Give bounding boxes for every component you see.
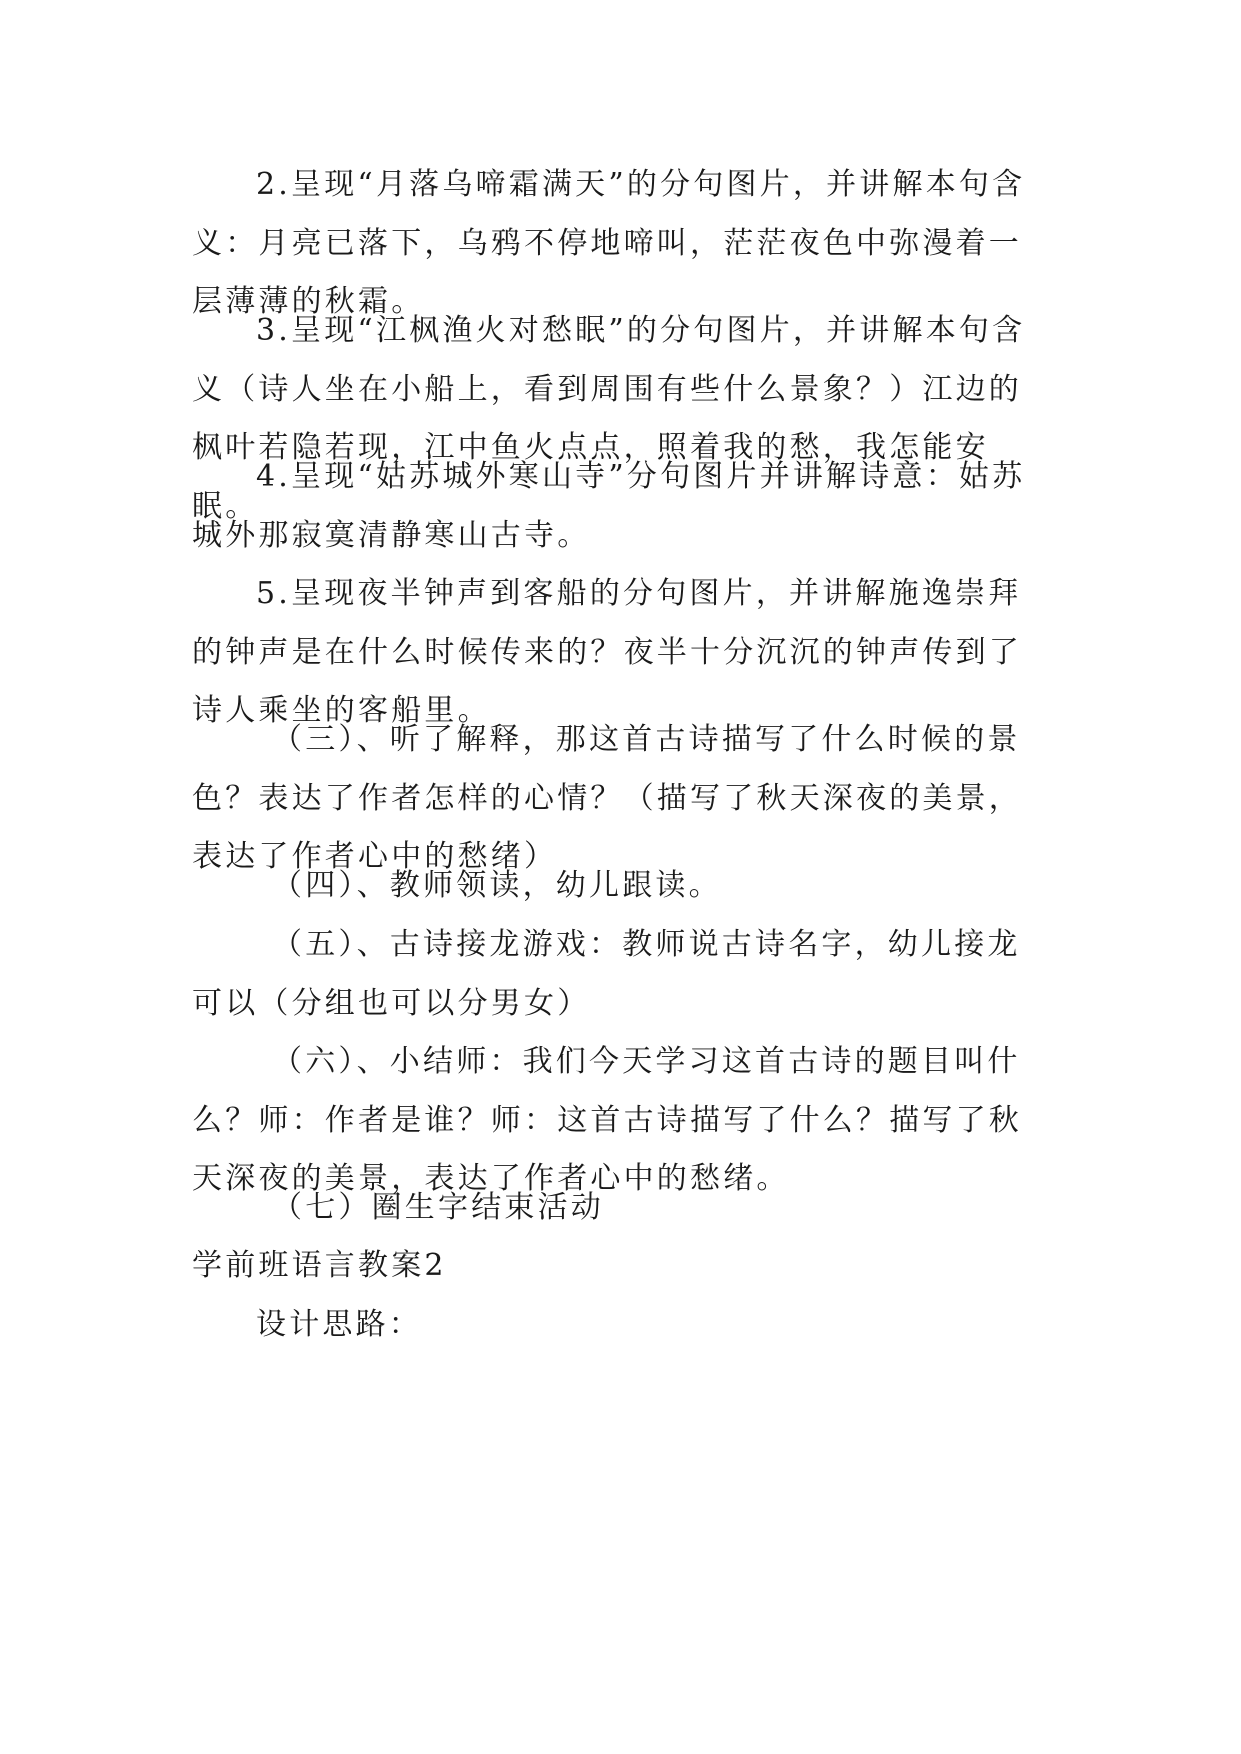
paragraph-step-3: 3.呈现“江枫渔火对愁眠”的分句图片，并讲解本句含义（诗人坐在小船上，看到周围有些什么景象？）江边的枫叶若隐若现，江中鱼火点点，照着我的愁，我怎能安眠。 (192, 313, 1026, 524)
paragraph-section-4: （四）、教师领读，幼儿跟读。 (272, 868, 722, 903)
paragraph-section-7: （七）圈生字结束活动 (272, 1190, 604, 1225)
design-label: 设计思路： (256, 1307, 422, 1342)
paragraph-step-5: 5.呈现夜半钟声到客船的分句图片，并讲解施逸崇拜的钟声是在什么时候传来的？夜半十分沉沉的钟声传到了诗人乘坐的客船里。 (192, 576, 1022, 728)
section-title: 学前班语言教案2 (192, 1248, 447, 1283)
paragraph-section-5: （五）、古诗接龙游戏：教师说古诗名字，幼儿接龙可以（分组也可以分男女） (192, 927, 1021, 1021)
paragraph-step-4: 4.呈现“姑苏城外寒山寺”分句图片并讲解诗意：姑苏城外那寂寞清静寒山古寺。 (192, 459, 1026, 553)
paragraph-section-6: （六）、小结师：我们今天学习这首古诗的题目叫什么？师：作者是谁？师：这首古诗描写了什么？描写了秋天深夜的美景，表达了作者心中的愁绪。 (192, 1044, 1022, 1196)
paragraph-step-2: 2.呈现“月落乌啼霜满天”的分句图片，并讲解本句含义：月亮已落下，乌鸦不停地啼叫，茫茫夜色中弥漫着一层薄薄的秋霜。 (192, 167, 1026, 319)
paragraph-section-3: （三）、听了解释，那这首古诗描写了什么时候的景色？表达了作者怎样的心情？（描写了秋天深夜的美景，表达了作者心中的愁绪） (192, 722, 1022, 874)
